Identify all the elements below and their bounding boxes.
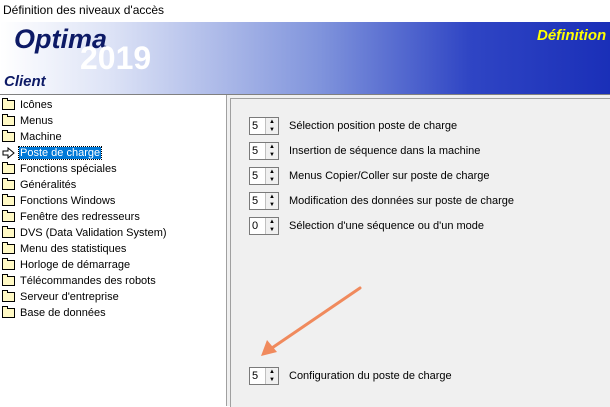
- tree-item-fenetre-redresseurs[interactable]: [2, 209, 141, 225]
- tree-item-label: Généralités: [20, 179, 77, 191]
- tree-item-label: Fenêtre des redresseurs: [20, 211, 140, 223]
- level-spinner[interactable]: [249, 367, 279, 385]
- tree-item-label: Télécommandes des robots: [20, 275, 156, 287]
- tree-item-base-de-donnees[interactable]: [2, 305, 107, 321]
- tree-item-fonctions-speciales[interactable]: [2, 161, 118, 177]
- folder-icon: [2, 196, 15, 206]
- option-label: Sélection position poste de charge: [289, 120, 458, 132]
- spin-up-icon[interactable]: ▲: [269, 169, 275, 175]
- option-label: Insertion de séquence dans la machine: [289, 145, 481, 157]
- spin-down-icon[interactable]: ▼: [269, 227, 275, 233]
- tree-item-machine[interactable]: [2, 129, 63, 145]
- options-panel-inner: [230, 98, 610, 407]
- spin-down-icon[interactable]: ▼: [269, 377, 275, 383]
- folder-icon: [2, 180, 15, 190]
- section-label: Client: [4, 73, 46, 90]
- spinner-value[interactable]: 5: [252, 195, 259, 207]
- tree-item-icones[interactable]: [2, 97, 53, 113]
- level-spinner[interactable]: [249, 217, 279, 235]
- app-banner: [0, 22, 610, 95]
- tree-item-menus[interactable]: [2, 113, 54, 129]
- option-row: [249, 367, 452, 385]
- spinner-value[interactable]: 5: [252, 120, 259, 132]
- spinner-value[interactable]: 5: [252, 170, 259, 182]
- tree-item-label: Menu des statistiques: [20, 243, 127, 255]
- spinner-value[interactable]: 5: [252, 370, 259, 382]
- window-title: Définition des niveaux d'accès: [3, 3, 165, 17]
- tree-item-label: Machine: [20, 131, 62, 143]
- folder-icon: [2, 228, 15, 238]
- folder-icon: [2, 276, 15, 286]
- tree-item-dvs[interactable]: [2, 225, 168, 241]
- folder-icon: [2, 164, 15, 174]
- folder-icon: [2, 244, 15, 254]
- tree-item-label: Fonctions spéciales: [20, 163, 117, 175]
- folder-icon: [2, 132, 15, 142]
- tree-item-label: Menus: [20, 115, 54, 127]
- folder-icon: [2, 212, 15, 222]
- folder-icon: [2, 100, 15, 110]
- window-titlebar: [0, 0, 610, 22]
- folder-icon: [2, 116, 15, 126]
- level-spinner[interactable]: [249, 192, 279, 210]
- folder-icon: [2, 260, 15, 270]
- level-spinner[interactable]: [249, 167, 279, 185]
- level-spinner[interactable]: [249, 142, 279, 160]
- option-label: Modification des données sur poste de charge: [289, 195, 515, 207]
- spin-up-icon[interactable]: ▲: [269, 194, 275, 200]
- option-label: Menus Copier/Coller sur poste de charge: [289, 170, 490, 182]
- option-row: [249, 142, 480, 160]
- spinner-value[interactable]: 0: [252, 220, 259, 232]
- spin-up-icon[interactable]: ▲: [269, 219, 275, 225]
- spin-up-icon[interactable]: ▲: [269, 119, 275, 125]
- tree-item-label: Fonctions Windows: [20, 195, 116, 207]
- tree-item-label: Serveur d'entreprise: [20, 291, 119, 303]
- options-panel: [227, 95, 610, 406]
- app-name: Optima: [14, 24, 108, 54]
- tree-item-poste-de-charge[interactable]: [2, 145, 101, 161]
- level-spinner[interactable]: [249, 117, 279, 135]
- tree-item-label: Base de données: [20, 307, 106, 319]
- tree-item-fonctions-windows[interactable]: [2, 193, 116, 209]
- tree-item-menu-statistiques[interactable]: [2, 241, 127, 257]
- tree-item-label: Poste de charge: [20, 147, 101, 159]
- spinner-value[interactable]: 5: [252, 145, 259, 157]
- folder-icon: [2, 308, 15, 318]
- category-tree: [0, 95, 227, 406]
- tree-item-serveur-entreprise[interactable]: [2, 289, 120, 305]
- option-row: [249, 192, 514, 210]
- tree-item-telecommandes-robots[interactable]: [2, 273, 157, 289]
- option-row: [249, 217, 484, 235]
- option-row: [249, 117, 457, 135]
- spin-up-icon[interactable]: ▲: [269, 144, 275, 150]
- app-year: 2019: [80, 40, 152, 76]
- tree-item-label: DVS (Data Validation System): [20, 227, 167, 239]
- spin-up-icon[interactable]: ▲: [269, 369, 275, 375]
- tree-item-generalites[interactable]: [2, 177, 77, 193]
- arrow-right-icon: [2, 147, 15, 159]
- spin-down-icon[interactable]: ▼: [269, 202, 275, 208]
- spin-down-icon[interactable]: ▼: [269, 152, 275, 158]
- tree-item-label: Horloge de démarrage: [20, 259, 131, 271]
- spin-down-icon[interactable]: ▼: [269, 177, 275, 183]
- tree-item-label: Icônes: [20, 99, 53, 111]
- spin-down-icon[interactable]: ▼: [269, 127, 275, 133]
- option-label: Sélection d'une séquence ou d'un mode: [289, 220, 485, 232]
- banner-right-title: Définition: [537, 27, 607, 44]
- tree-item-horloge-demarrage[interactable]: [2, 257, 131, 273]
- folder-icon: [2, 292, 15, 302]
- option-label: Configuration du poste de charge: [289, 370, 452, 382]
- option-row: [249, 167, 490, 185]
